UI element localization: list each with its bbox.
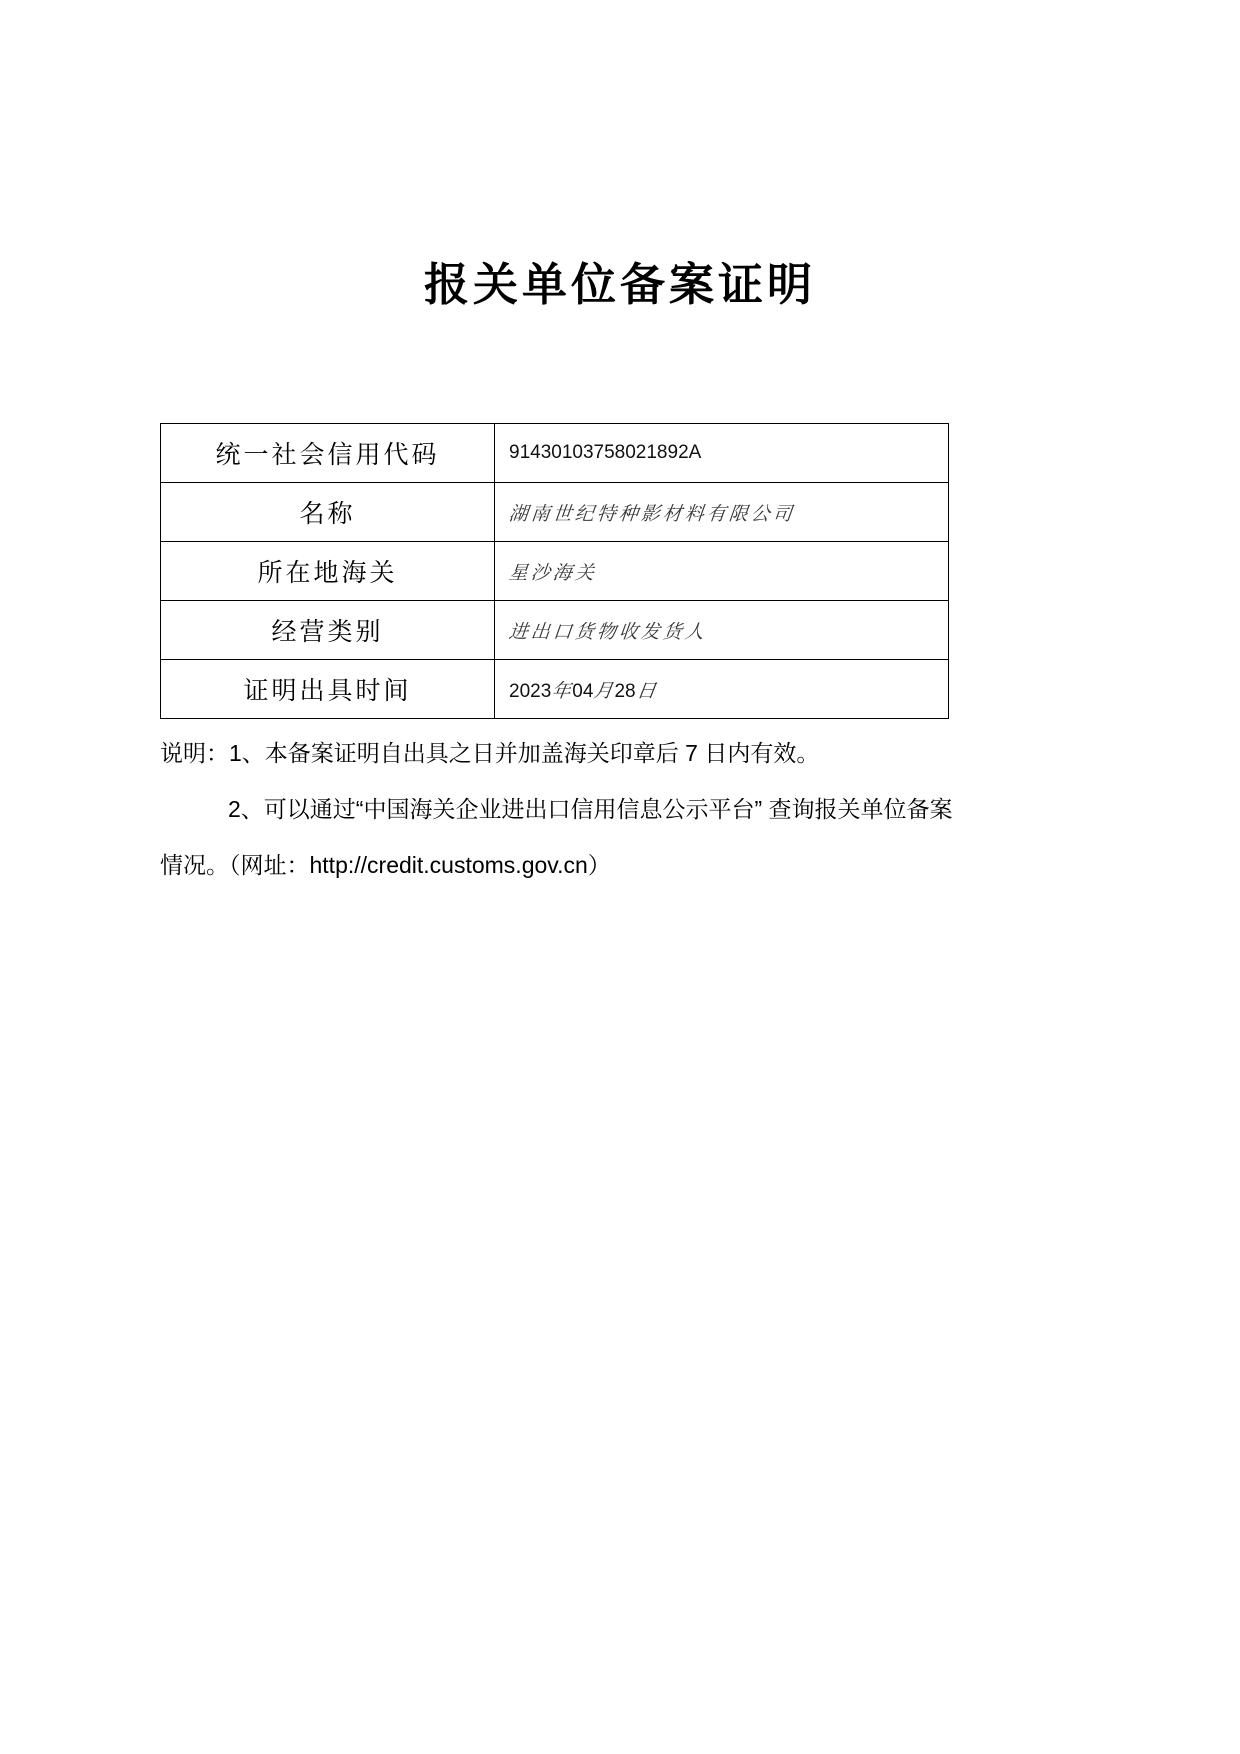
note-line-3-suffix: ） — [587, 852, 611, 878]
issue-date-month: 04 — [572, 680, 594, 702]
table-row — [161, 542, 949, 601]
issue-date-day-mark: 日 — [634, 679, 657, 702]
issue-date-month-mark: 月 — [592, 679, 615, 702]
row-label-issue-date: 证明出具时间 — [161, 660, 495, 719]
row-value-credit-code: 91430103758021892A — [495, 424, 949, 483]
registration-info-table — [160, 423, 949, 719]
row-value-issue-date — [495, 660, 949, 719]
row-label-customs-district: 所在地海关 — [161, 542, 495, 601]
handwritten-company-name: 湖南世纪特种影材料有限公司 — [507, 502, 797, 525]
table-row — [161, 483, 949, 542]
row-label-name: 名称 — [161, 483, 495, 542]
issue-date-day: 28 — [614, 680, 636, 702]
page-title: 报关单位备案证明 — [423, 259, 816, 310]
row-value-name — [495, 483, 949, 542]
row-label-credit-code: 统一社会信用代码 — [161, 424, 495, 483]
row-label-business-category: 经营类别 — [161, 601, 495, 660]
handwritten-customs-district: 星沙海关 — [507, 561, 599, 584]
credit-platform-url[interactable]: http://credit.customs.gov.cn — [309, 852, 588, 878]
issue-date-text — [509, 681, 657, 702]
issue-date-year: 2023 — [509, 680, 552, 702]
note-line-3-prefix: 情况。（网址： — [160, 852, 310, 878]
note-line-2: 2、可以通过“中国海关企业进出口信用信息公示平台” 查询报关单位备案 — [228, 796, 953, 822]
row-value-business-category — [495, 601, 949, 660]
table-row — [161, 660, 949, 719]
issue-date-year-mark: 年 — [550, 679, 573, 702]
table-row — [161, 424, 949, 483]
handwritten-business-category: 进出口货物收发货人 — [507, 620, 709, 643]
row-value-customs-district — [495, 542, 949, 601]
table-row — [161, 601, 949, 660]
note-line-1: 说明：1、本备案证明自出具之日并加盖海关印章后 7 日内有效。 — [160, 740, 820, 766]
note-line-3 — [160, 837, 611, 893]
